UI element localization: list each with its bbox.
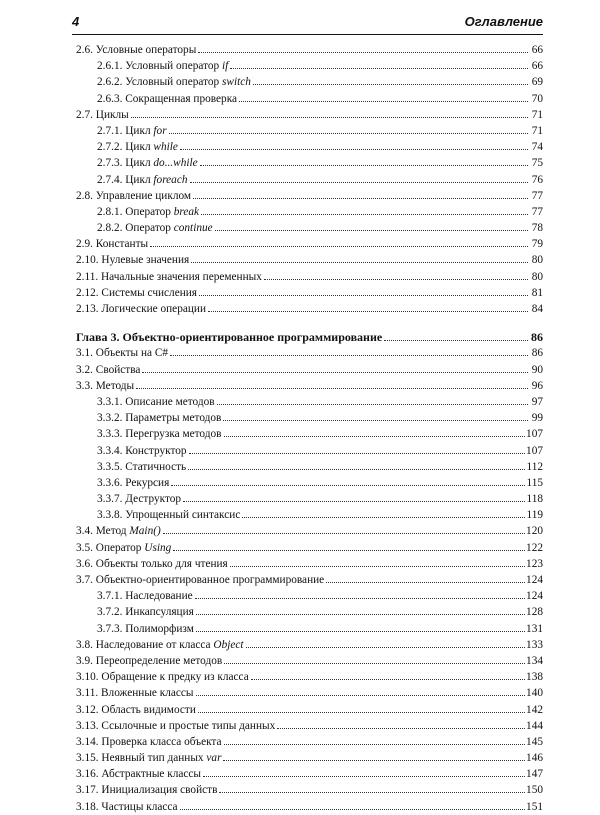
toc-entry-title <box>76 572 324 588</box>
toc-entry-number: 2.6.1. <box>97 60 123 73</box>
toc-entry[interactable] <box>76 139 543 155</box>
toc-entry-page-number: 133 <box>526 638 543 651</box>
toc-entry-title <box>97 475 169 491</box>
toc-entry-title <box>76 766 201 782</box>
toc-entry-page-number: 90 <box>531 363 543 376</box>
toc-entry[interactable] <box>76 637 543 653</box>
toc-entry-text: Начальные значения переменных <box>101 270 262 283</box>
toc-entry[interactable] <box>76 475 543 491</box>
toc-entry-title <box>97 459 186 475</box>
toc-entry[interactable] <box>76 702 543 718</box>
dot-leader <box>189 453 525 454</box>
toc-entry-page-number: 81 <box>531 286 543 299</box>
toc-entry-title <box>97 621 194 637</box>
toc-entry-title <box>76 362 140 378</box>
toc-entry[interactable] <box>76 604 543 620</box>
toc-entry-title <box>76 799 178 815</box>
toc-entry-text: Свойства <box>95 363 141 376</box>
dot-leader <box>201 214 528 215</box>
dot-leader <box>196 695 526 696</box>
toc-entry-title <box>76 734 222 750</box>
toc-entry-text: Частицы класса <box>101 800 178 813</box>
dot-leader <box>131 117 528 118</box>
dot-leader <box>196 631 525 632</box>
toc-entry-number: 3.7. <box>76 574 93 586</box>
toc-entry-text: Условные операторы <box>95 44 197 56</box>
toc-entry-number: 2.10. <box>76 254 99 267</box>
section-title: Оглавление <box>464 14 543 29</box>
toc-entry-number: 2.7.1. <box>97 124 123 137</box>
toc-entry-title <box>97 443 187 459</box>
chapter-page-number: 86 <box>531 330 543 345</box>
dot-leader <box>169 133 528 134</box>
toc-entry-number: 3.9. <box>76 654 93 667</box>
toc-entry-page-number: 80 <box>531 254 543 267</box>
dot-leader <box>251 679 525 680</box>
dot-leader <box>224 436 526 437</box>
page-header <box>72 12 543 35</box>
toc-entry-page-number: 74 <box>531 141 543 154</box>
dot-leader <box>163 533 525 534</box>
toc-entry-page-number: 71 <box>531 108 543 121</box>
toc-entry-number: 3.15. <box>76 752 99 765</box>
dot-leader <box>199 295 528 296</box>
toc-entry[interactable] <box>76 572 543 588</box>
toc-entry[interactable] <box>76 459 543 475</box>
toc-entry-code-term: Object <box>213 638 244 651</box>
toc-entry-number: 2.6. <box>76 44 93 56</box>
toc-entry-number: 2.8. <box>76 189 93 202</box>
toc-entry-number: 3.1. <box>76 347 93 360</box>
toc-entry[interactable] <box>76 285 543 301</box>
toc-entry-text: Статичность <box>125 460 187 473</box>
toc-entry[interactable] <box>76 669 543 685</box>
toc-entry-text: Сокращенная проверка <box>125 92 238 105</box>
toc-entry-text: Ссылочные и простые типы данных <box>101 719 276 732</box>
toc-entry-title <box>76 718 275 734</box>
toc-entry-title <box>97 155 198 171</box>
dot-leader <box>195 598 525 599</box>
toc-entry-text: Объекты на C# <box>95 347 169 360</box>
toc-entry-title <box>76 378 134 394</box>
toc-entry[interactable] <box>76 410 543 426</box>
toc-chapter-3-entries <box>76 345 543 814</box>
toc-entry[interactable] <box>76 204 543 220</box>
toc-entry-page-number: 77 <box>531 189 543 202</box>
toc-entry-page-number: 96 <box>531 379 543 392</box>
dot-leader <box>223 760 525 761</box>
toc-entry-title <box>76 782 217 798</box>
toc-entry-title <box>76 345 168 361</box>
toc-entry-page-number: 107 <box>526 444 543 457</box>
toc-entry-page-number: 118 <box>526 493 543 506</box>
toc-entry-code-term: foreach <box>153 173 188 186</box>
toc-entry-page-number: 150 <box>526 784 543 797</box>
toc-entry-page-number: 131 <box>526 622 543 635</box>
dot-leader <box>217 404 528 405</box>
toc-entry[interactable] <box>76 155 543 171</box>
toc-entry-text: Управление циклом <box>95 189 192 202</box>
toc-entry-page-number: 142 <box>526 703 543 716</box>
toc-entry-title <box>97 507 240 523</box>
toc-entry-number: 3.6. <box>76 557 93 570</box>
dot-leader <box>200 165 528 166</box>
toc-entry-number: 2.7.3. <box>97 157 123 170</box>
toc-entry-number: 3.7.3. <box>97 622 123 635</box>
toc-entry-text: Область видимости <box>101 703 196 716</box>
toc-entry[interactable] <box>76 523 543 539</box>
toc-entry-page-number: 79 <box>531 238 543 251</box>
toc-entry-page-number: 107 <box>526 428 543 441</box>
toc-entry-title <box>76 669 249 685</box>
toc-entry-page-number: 66 <box>531 60 543 73</box>
toc-entry-code-term: continue <box>173 222 213 235</box>
toc-entry-text: Условный оператор <box>125 76 223 89</box>
toc-entry-title <box>97 588 193 604</box>
toc-entry[interactable] <box>76 252 543 268</box>
toc-entry-number: 2.8.1. <box>97 205 123 218</box>
toc-entry-page-number: 146 <box>526 752 543 765</box>
page-number: 4 <box>72 14 80 29</box>
dot-leader <box>277 728 525 729</box>
toc-entry-number: 2.9. <box>76 238 93 251</box>
toc-entry[interactable] <box>76 443 543 459</box>
toc-entry-title <box>76 107 129 123</box>
toc-entry[interactable] <box>76 236 543 252</box>
toc-entry[interactable] <box>76 123 543 139</box>
toc-entry[interactable] <box>76 621 543 637</box>
toc-entry-page-number: 122 <box>526 541 543 554</box>
toc-chapter-heading[interactable] <box>76 329 543 345</box>
toc-entry[interactable] <box>76 782 543 798</box>
toc-entry[interactable] <box>76 540 543 556</box>
toc-entry-number: 3.7.1. <box>97 590 123 603</box>
toc-entry-number: 3.3.2. <box>97 412 123 425</box>
dot-leader <box>150 246 528 247</box>
dot-leader <box>142 372 528 373</box>
toc-entry-code-term: break <box>173 205 200 218</box>
toc-entry-text: Рекурсия <box>125 476 170 489</box>
toc-entry-title <box>76 556 228 572</box>
toc-entry-number: 2.11. <box>76 270 99 283</box>
toc-entry-text: Конструктор <box>125 444 187 457</box>
toc-entry-title <box>97 604 194 620</box>
toc-entry-text: Метод <box>95 525 130 538</box>
toc-entry[interactable] <box>76 378 543 394</box>
toc-entry-number: 3.2. <box>76 363 93 376</box>
toc-entry-text: Оператор <box>125 205 174 218</box>
toc-entry-number: 3.8. <box>76 638 93 651</box>
toc-entry-number: 3.3. <box>76 379 93 392</box>
toc-entry[interactable] <box>76 766 543 782</box>
toc-entry-number: 3.14. <box>76 735 99 748</box>
toc-entry-text: Переопределение методов <box>95 654 223 667</box>
toc-entry-title <box>76 702 196 718</box>
toc-entry-text: Инкапсуляция <box>125 606 194 619</box>
toc-entry-code-term: do...while <box>153 157 198 170</box>
toc-entry-number: 2.13. <box>76 303 99 315</box>
toc-entry-text: Константы <box>95 238 149 251</box>
toc-entry-text: Цикл <box>125 157 154 170</box>
dot-leader <box>253 84 528 85</box>
toc-entry-text: Наследование от класса <box>95 638 214 651</box>
dot-leader <box>190 182 529 183</box>
toc-entry-number: 2.6.3. <box>97 92 123 105</box>
dot-leader <box>196 614 525 615</box>
toc-entry-text: Перегрузка методов <box>125 428 222 441</box>
toc-entry-number: 2.7. <box>76 108 93 121</box>
toc-entry[interactable] <box>76 42 543 58</box>
toc-entry-page-number: 119 <box>526 509 543 522</box>
toc-entry-number: 3.3.5. <box>97 460 123 473</box>
toc-entry[interactable] <box>76 588 543 604</box>
toc-entry-code-term: Main() <box>129 525 161 538</box>
toc-entry-text: Упрощенный синтаксис <box>125 509 241 522</box>
toc-entry[interactable] <box>76 426 543 442</box>
toc-entry-number: 3.18. <box>76 800 99 813</box>
toc-entry[interactable] <box>76 74 543 90</box>
toc-entry[interactable] <box>76 345 543 361</box>
toc-entry-title <box>76 42 196 58</box>
toc-entry-title <box>76 685 194 701</box>
toc-entry-text: Проверка класса объекта <box>101 735 222 748</box>
toc-entry-number: 2.7.2. <box>97 141 123 154</box>
dot-leader <box>223 420 528 421</box>
toc-entry[interactable] <box>76 491 543 507</box>
toc-entry-page-number: 97 <box>531 395 543 408</box>
toc-entry-page-number: 76 <box>531 173 543 186</box>
toc-entry-title <box>97 491 181 507</box>
toc-entry-text: Методы <box>95 379 135 392</box>
toc-entry-text: Неявный тип данных <box>101 752 207 765</box>
dot-leader <box>180 149 528 150</box>
dot-leader <box>171 485 525 486</box>
toc-entry-page-number: 69 <box>531 76 543 89</box>
dot-leader <box>230 566 525 567</box>
toc-entry-text: Деструктор <box>125 493 182 506</box>
toc-entry-text: Полиморфизм <box>125 622 194 635</box>
toc-entry-page-number: 124 <box>526 590 543 603</box>
toc-entry-title <box>97 74 251 90</box>
toc-entry-text: Системы счисления <box>101 286 197 299</box>
toc-chapter-2-entries <box>76 42 543 317</box>
toc-entry-number: 3.3.3. <box>97 428 123 441</box>
toc-entry-code-term: var <box>206 752 222 765</box>
toc-entry[interactable] <box>76 269 543 285</box>
toc-entry-title <box>97 220 213 236</box>
dot-leader <box>215 230 528 231</box>
dot-leader <box>326 582 525 583</box>
toc-entry-number: 3.11. <box>76 687 99 700</box>
toc-entry-page-number: 123 <box>526 557 543 570</box>
toc-entry[interactable] <box>76 107 543 123</box>
toc-entry-title <box>76 236 148 252</box>
dot-leader <box>183 501 525 502</box>
toc-entry-page-number: 66 <box>531 44 543 56</box>
toc-entry-number: 3.3.1. <box>97 395 123 408</box>
toc-entry-title <box>97 172 188 188</box>
dot-leader <box>188 469 525 470</box>
toc-entry-number: 3.17. <box>76 784 99 797</box>
toc-entry-number: 2.6.2. <box>97 76 123 89</box>
toc-entry-number: 2.8.2. <box>97 222 123 235</box>
toc-entry[interactable] <box>76 394 543 410</box>
toc-entry-page-number: 80 <box>531 270 543 283</box>
toc-entry[interactable] <box>76 301 543 317</box>
toc-entry-number: 3.3.4. <box>97 444 123 457</box>
toc-entry-text: Оператор <box>125 222 174 235</box>
toc-entry[interactable] <box>76 58 543 74</box>
toc-entry-text: Нулевые значения <box>101 254 190 267</box>
toc-entry[interactable] <box>76 734 543 750</box>
toc-entry-text: Цикл <box>125 173 154 186</box>
toc-entry-page-number: 71 <box>531 124 543 137</box>
toc-entry-title <box>76 188 191 204</box>
toc-entry-page-number: 70 <box>531 92 543 105</box>
toc-entry-number: 3.3.8. <box>97 509 123 522</box>
toc-entry-page-number: 78 <box>531 222 543 235</box>
toc-entry[interactable] <box>76 172 543 188</box>
toc-entry-page-number: 84 <box>531 303 543 315</box>
dot-leader <box>180 809 525 810</box>
toc-entry-page-number: 145 <box>526 735 543 748</box>
toc-entry-title <box>76 301 206 317</box>
toc-entry-page-number: 86 <box>531 347 543 360</box>
toc-entry-code-term: Using <box>144 541 172 554</box>
toc-entry-text: Параметры методов <box>125 412 222 425</box>
toc-entry-text: Инициализация свойств <box>101 784 218 797</box>
dot-leader <box>224 663 525 664</box>
toc-entry-text: Циклы <box>95 108 129 121</box>
toc-entry-text: Объекты только для чтения <box>95 557 228 570</box>
toc-entry-number: 2.12. <box>76 286 99 299</box>
toc-entry-title <box>76 523 161 539</box>
toc-entry[interactable] <box>76 653 543 669</box>
dot-leader <box>203 776 525 777</box>
toc-entry-number: 3.7.2. <box>97 606 123 619</box>
toc-entry[interactable] <box>76 556 543 572</box>
dot-leader <box>208 311 528 312</box>
toc-entry-page-number: 134 <box>526 654 543 667</box>
toc-entry[interactable] <box>76 188 543 204</box>
toc-entry-number: 3.10. <box>76 671 99 684</box>
toc-entry-page-number: 124 <box>526 574 543 586</box>
dot-leader <box>246 647 526 648</box>
toc-entry-code-term: for <box>153 124 167 137</box>
toc-entry-number: 3.12. <box>76 703 99 716</box>
toc-entry-title <box>76 637 244 653</box>
toc-entry-title <box>97 123 167 139</box>
toc-entry[interactable] <box>76 750 543 766</box>
toc-entry-number: 3.4. <box>76 525 93 538</box>
toc-entry-title <box>97 91 237 107</box>
dot-leader <box>242 517 525 518</box>
dot-leader <box>264 279 528 280</box>
dot-leader <box>136 388 528 389</box>
toc-entry[interactable] <box>76 220 543 236</box>
toc-entry-code-term: if <box>222 60 229 73</box>
toc-entry-title <box>97 58 228 74</box>
dot-leader <box>219 792 525 793</box>
toc-entry-page-number: 112 <box>526 460 543 473</box>
toc-entry-text: Оператор <box>95 541 145 554</box>
toc-entry-title <box>97 426 222 442</box>
dot-leader <box>239 101 528 102</box>
toc-entry-page-number: 144 <box>526 719 543 732</box>
toc-entry-page-number: 77 <box>531 205 543 218</box>
dot-leader <box>198 52 528 53</box>
toc-entry-number: 3.13. <box>76 719 99 732</box>
toc-entry-title <box>76 750 221 766</box>
toc-entry-title <box>97 410 221 426</box>
toc-entry-text: Цикл <box>125 141 154 154</box>
toc-entry-text: Описание методов <box>125 395 215 408</box>
toc-entry-text: Условный оператор <box>125 60 223 73</box>
toc-entry-page-number: 151 <box>526 800 543 813</box>
toc-entry[interactable] <box>76 362 543 378</box>
toc-entry-text: Логические операции <box>101 303 207 315</box>
dot-leader <box>384 340 528 341</box>
toc-entry-number: 2.7.4. <box>97 173 123 186</box>
toc-entry-title <box>97 204 199 220</box>
toc-entry-page-number: 120 <box>526 525 543 538</box>
toc-entry[interactable] <box>76 799 543 815</box>
chapter-title: Глава 3. Объектно-ориентированное программирование <box>76 330 383 345</box>
toc-entry-page-number: 115 <box>526 476 543 489</box>
toc-entry-title <box>97 394 215 410</box>
dot-leader <box>193 198 528 199</box>
toc-entry-code-term: while <box>153 141 178 154</box>
toc-entry[interactable] <box>76 685 543 701</box>
toc-entry-page-number: 75 <box>531 157 543 170</box>
toc-entry-title <box>76 653 222 669</box>
toc-entry-title <box>97 139 178 155</box>
toc-entry-page-number: 128 <box>526 606 543 619</box>
toc-entry-page-number: 147 <box>526 768 543 781</box>
dot-leader <box>191 262 528 263</box>
dot-leader <box>170 355 528 356</box>
dot-leader <box>173 550 525 551</box>
table-of-contents <box>76 42 543 815</box>
toc-entry-number: 3.5. <box>76 541 93 554</box>
toc-entry[interactable] <box>76 718 543 734</box>
toc-entry-text: Цикл <box>125 124 154 137</box>
toc-entry-text: Абстрактные классы <box>101 768 202 781</box>
toc-entry-title <box>76 285 197 301</box>
toc-entry-text: Обращение к предку из класса <box>101 671 249 684</box>
toc-entry-code-term: switch <box>222 76 251 89</box>
dot-leader <box>198 712 525 713</box>
toc-entry-text: Наследование <box>125 590 193 603</box>
toc-entry[interactable] <box>76 91 543 107</box>
toc-entry-page-number: 140 <box>526 687 543 700</box>
toc-entry-number: 3.16. <box>76 768 99 781</box>
toc-entry-text: Вложенные классы <box>101 687 194 700</box>
toc-entry-text: Объектно-ориентированное программирование <box>95 574 325 586</box>
toc-entry[interactable] <box>76 507 543 523</box>
toc-entry-title <box>76 540 171 556</box>
toc-entry-title <box>76 269 262 285</box>
toc-entry-number: 3.3.7. <box>97 493 123 506</box>
dot-leader <box>230 68 528 69</box>
toc-entry-page-number: 138 <box>526 671 543 684</box>
toc-entry-number: 3.3.6. <box>97 476 123 489</box>
dot-leader <box>224 744 526 745</box>
toc-entry-page-number: 99 <box>531 412 543 425</box>
toc-entry-title <box>76 252 189 268</box>
